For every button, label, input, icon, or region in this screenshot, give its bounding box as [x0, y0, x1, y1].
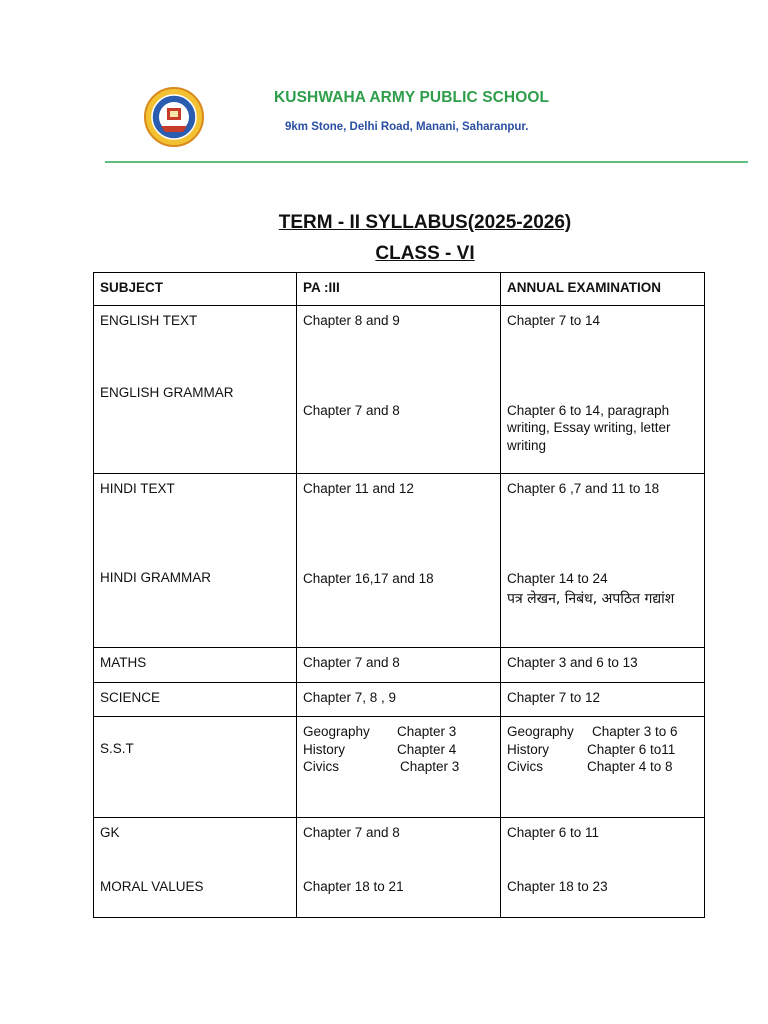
table-row-maths [94, 648, 705, 683]
annual-english-text: Chapter 7 to 14 [507, 313, 601, 328]
school-logo [143, 86, 205, 148]
subject-gk: GK [100, 825, 120, 840]
sst-part-chapters: Chapter 3 to 6 [592, 724, 678, 739]
pa-hindi-grammar: Chapter 16,17 and 18 [303, 570, 434, 586]
subject-hindi-grammar: HINDI GRAMMAR [100, 569, 211, 585]
subject-english-text: ENGLISH TEXT [100, 313, 198, 328]
pa-hindi-text: Chapter 11 and 12 [303, 481, 414, 496]
subject-moral-values: MORAL VALUES [100, 878, 204, 894]
pa-gk: Chapter 7 and 8 [303, 825, 400, 840]
annual-maths: Chapter 3 and 6 to 13 [501, 648, 705, 683]
annual-cell [501, 818, 705, 918]
pa-cell [297, 818, 501, 918]
annual-cell [501, 717, 705, 818]
pa-english-text: Chapter 8 and 9 [303, 313, 400, 328]
sst-part-name: History [507, 741, 550, 757]
annual-hindi-grammar: Chapter 14 to 24 [507, 570, 608, 586]
subject-cell [94, 717, 297, 818]
sst-part-chapters: Chapter 4 to 8 [587, 759, 673, 774]
table-row-hindi [94, 474, 705, 648]
annual-cell [501, 306, 705, 474]
subject-science: SCIENCE [94, 683, 297, 717]
sst-part-chapters: Chapter 6 to11 [587, 741, 676, 757]
header-pa: PA :III [297, 273, 501, 306]
sst-part-name: Geography [303, 724, 370, 739]
school-name: KUSHWAHA ARMY PUBLIC SCHOOL [274, 89, 550, 106]
subject-cell [94, 306, 297, 474]
annual-gk: Chapter 6 to 11 [507, 825, 600, 840]
pa-cell [297, 306, 501, 474]
subject-sst: S.S.T [100, 741, 134, 756]
pa-sst-geography [303, 723, 494, 741]
sst-part-name: Civics [507, 759, 543, 774]
sst-part-chapters: Chapter 4 [397, 741, 457, 757]
table-header-row [94, 273, 705, 306]
sst-part-name: Civics [303, 759, 339, 774]
table-row-sst [94, 717, 705, 818]
sst-part-name: History [303, 741, 346, 757]
annual-science: Chapter 7 to 12 [501, 683, 705, 717]
pa-science: Chapter 7, 8 , 9 [297, 683, 501, 717]
annual-cell [501, 474, 705, 648]
pa-sst-history [303, 741, 494, 759]
class-label: CLASS - VI [375, 243, 475, 264]
header-annual: ANNUAL EXAMINATION [501, 273, 705, 306]
pa-maths: Chapter 7 and 8 [297, 648, 501, 683]
pa-cell [297, 717, 501, 818]
annual-hindi-text: Chapter 6 ,7 and 11 to 18 [507, 481, 660, 496]
sst-part-chapters: Chapter 3 [400, 759, 460, 774]
pa-moral-values: Chapter 18 to 21 [303, 878, 404, 894]
subject-cell [94, 474, 297, 648]
subject-hindi-text: HINDI TEXT [100, 481, 175, 496]
sst-part-chapters: Chapter 3 [397, 724, 457, 739]
header-divider [105, 161, 748, 163]
pa-cell [297, 474, 501, 648]
header-subject: SUBJECT [94, 273, 297, 306]
annual-english-grammar: Chapter 6 to 14, paragraph writing, Essay writing, letter writing [507, 402, 671, 453]
subject-english-grammar: ENGLISH GRAMMAR [100, 384, 234, 400]
annual-sst-history [507, 741, 698, 759]
pa-english-grammar: Chapter 7 and 8 [303, 402, 400, 418]
subject-maths: MATHS [94, 648, 297, 683]
table-row-science [94, 683, 705, 717]
subject-cell [94, 818, 297, 918]
pa-sst-civics [303, 758, 494, 776]
table-row-english [94, 306, 705, 474]
annual-sst-civics [507, 758, 698, 776]
syllabus-table [93, 272, 705, 918]
annual-hindi-writing-topics: पत्र लेखन, निबंध, अपठित गद्यांश [507, 591, 675, 607]
annual-sst-geography [507, 723, 698, 741]
page-title: TERM - II SYLLABUS(2025-2026) [278, 212, 572, 233]
sst-part-name: Geography [507, 724, 574, 739]
table-row-gk [94, 818, 705, 918]
school-address: 9km Stone, Delhi Road, Manani, Saharanpur. [285, 121, 529, 133]
annual-moral-values: Chapter 18 to 23 [507, 878, 608, 894]
